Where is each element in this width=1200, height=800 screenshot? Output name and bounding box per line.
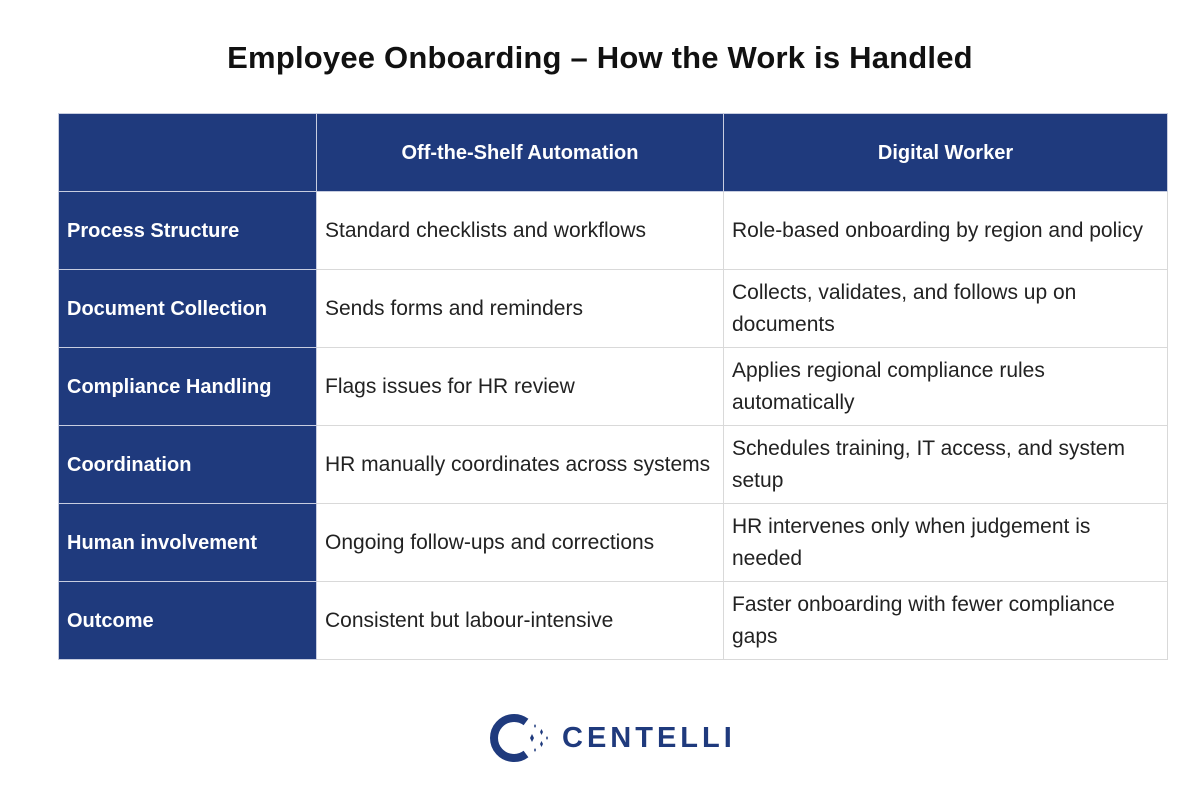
cell-off-the-shelf: Sends forms and reminders <box>317 270 724 348</box>
cell-off-the-shelf: Ongoing follow-ups and corrections <box>317 504 724 582</box>
centelli-logo <box>486 712 736 764</box>
comparison-table <box>58 113 1168 660</box>
cell-digital-worker: Faster onboarding with fewer compliance gaps <box>724 582 1168 660</box>
cell-digital-worker: Collects, validates, and follows up on documents <box>724 270 1168 348</box>
column-header-digital-worker: Digital Worker <box>724 114 1168 192</box>
table-row <box>59 504 1168 582</box>
cell-digital-worker: Schedules training, IT access, and system setup <box>724 426 1168 504</box>
cell-off-the-shelf: Standard checklists and workflows <box>317 192 724 270</box>
cell-digital-worker: Role-based onboarding by region and policy <box>724 192 1168 270</box>
page-title: Employee Onboarding – How the Work is Handled <box>227 40 973 75</box>
row-label: Outcome <box>59 582 317 660</box>
table-header-row <box>59 114 1168 192</box>
table-row <box>59 270 1168 348</box>
brand-name: CENTELLI <box>562 721 736 754</box>
table-row <box>59 582 1168 660</box>
table-row <box>59 348 1168 426</box>
cell-off-the-shelf: Consistent but labour-intensive <box>317 582 724 660</box>
row-label: Coordination <box>59 426 317 504</box>
row-label: Process Structure <box>59 192 317 270</box>
row-label: Compliance Handling <box>59 348 317 426</box>
table-row <box>59 192 1168 270</box>
centelli-c-icon <box>486 712 552 764</box>
row-label: Document Collection <box>59 270 317 348</box>
cell-off-the-shelf: HR manually coordinates across systems <box>317 426 724 504</box>
cell-digital-worker: Applies regional compliance rules automatically <box>724 348 1168 426</box>
column-header-off-the-shelf: Off-the-Shelf Automation <box>317 114 724 192</box>
cell-off-the-shelf: Flags issues for HR review <box>317 348 724 426</box>
column-header-empty <box>59 114 317 192</box>
row-label: Human involvement <box>59 504 317 582</box>
cell-digital-worker: HR intervenes only when judgement is needed <box>724 504 1168 582</box>
table-row <box>59 426 1168 504</box>
